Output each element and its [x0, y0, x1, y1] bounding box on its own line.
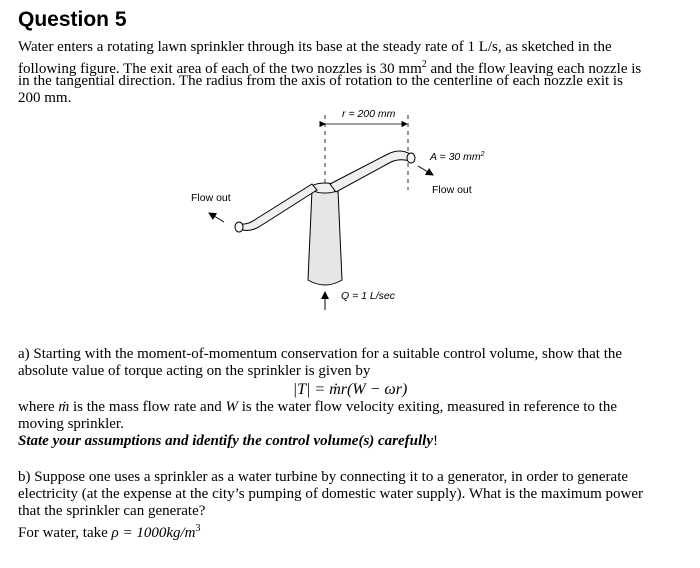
question-title: Question 5: [18, 8, 127, 31]
part-a-where: where: [18, 399, 59, 415]
radius-label: r = 200 mm: [342, 108, 396, 120]
flow-out-left-arrow: [209, 213, 224, 222]
area-label-superscript: 2: [480, 151, 485, 158]
part-b-line-2: electricity (at the expense at the city’s pumping of domestic water supply). What is the maximum power: [18, 486, 643, 502]
nozzle-left: [235, 222, 243, 232]
part-b-line-3: that the sprinkler can generate?: [18, 503, 206, 519]
sprinkler-arm-right: [330, 151, 410, 192]
sprinkler-arm-left: [240, 184, 317, 230]
flow-rate-label: Q = 1 L/sec: [341, 290, 395, 302]
intro-line-4: 200 mm.: [18, 90, 72, 106]
flow-out-right-label: Flow out: [432, 184, 472, 196]
part-b-line-4-text: For water, take: [18, 525, 112, 541]
part-b-line-4: [18, 520, 682, 543]
part-a-line-4: moving sprinkler.: [18, 416, 124, 432]
part-a-line-3: [18, 399, 682, 417]
density-superscript: 3: [195, 523, 201, 534]
instruction-end: !: [433, 433, 439, 449]
velocity-symbol: W: [225, 399, 238, 415]
intro-line-2-text: following figure. The exit area of each of the two nozzles is 30 mm: [18, 61, 422, 77]
area-label-text: A = 30 mm: [430, 151, 481, 163]
area-label: [429, 151, 485, 163]
nozzle-right: [407, 153, 415, 163]
mass-flow-symbol: ṁ: [58, 399, 70, 415]
part-a-line-3-end: is the water flow velocity exiting, measured in reference to the: [237, 399, 617, 415]
instruction-text: State your assumptions and identify the control volume(s) carefully: [18, 433, 434, 449]
flow-out-right-arrow: [418, 166, 433, 175]
density-value: ρ = 1000kg/m: [111, 525, 196, 541]
sprinkler-base: [308, 190, 342, 285]
part-a-line-2: absolute value of torque acting on the sprinkler is given by: [18, 363, 371, 379]
part-b-line-1: b) Suppose one uses a sprinkler as a water turbine by connecting it to a generator, in order to generate: [18, 469, 629, 485]
intro-line-3: in the tangential direction. The radius from the axis of rotation to the centerline of each nozzle exit is: [18, 73, 623, 89]
part-a-line-3-mid: is the mass flow rate and: [69, 399, 226, 415]
part-a-instruction: [18, 433, 682, 451]
intro-line-1: Water enters a rotating lawn sprinkler through its base at the steady rate of 1 L/s, as sketched in the: [18, 39, 612, 55]
flow-out-left-label: Flow out: [191, 192, 231, 204]
torque-formula: |T| = ṁr(W − ωr): [292, 381, 408, 398]
intro-line-2-text-end: and the flow leaving each nozzle is: [426, 61, 642, 77]
part-a-line-1: a) Starting with the moment-of-momentum conservation for a suitable control volume, show that the: [18, 346, 623, 362]
intro-area-superscript: 2: [421, 59, 427, 70]
